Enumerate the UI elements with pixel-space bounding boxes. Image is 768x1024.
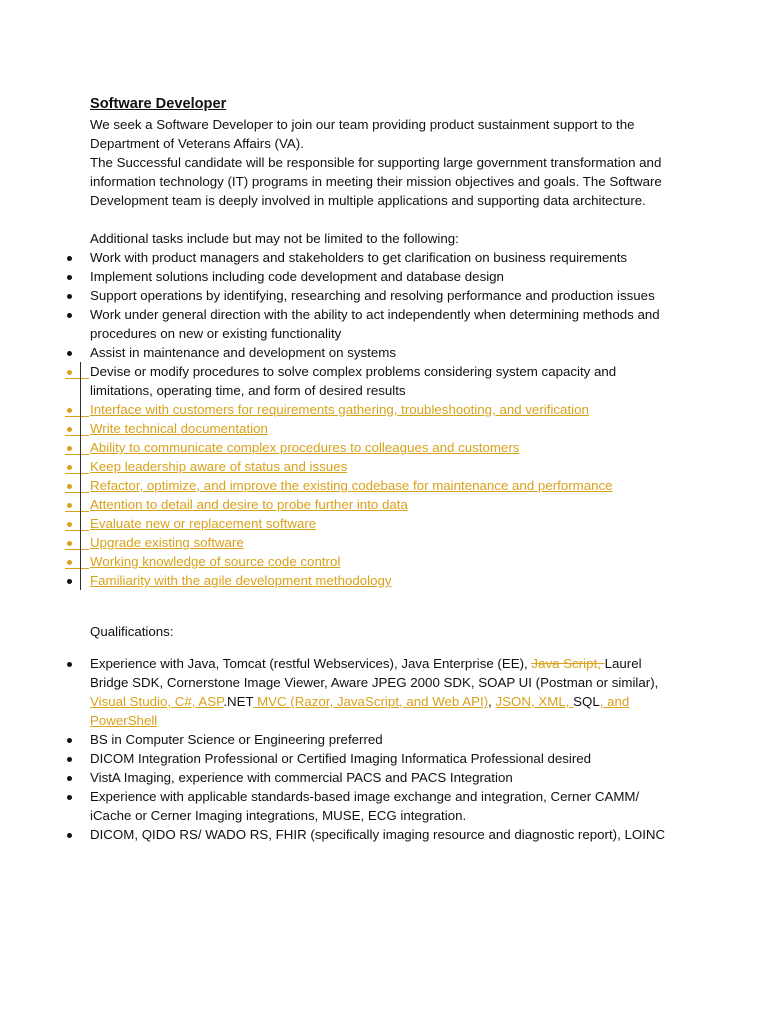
responsibility-paragraph: The Successful candidate will be responsible for supporting large government transformation and information technology (IT) programs in meeting their mission objectives and goals. The Software Development team is deeply involved in multiple applications and supporting data architecture.	[90, 155, 662, 208]
list-item	[0, 495, 680, 514]
inserted-text: Visual Studio, C#, ASP	[90, 694, 224, 709]
bullet-icon	[65, 749, 77, 768]
document-title: Software Developer	[90, 96, 227, 112]
list-item	[0, 730, 680, 749]
list-item	[0, 552, 680, 571]
change-bar	[80, 419, 81, 438]
list-item	[0, 305, 680, 343]
bullet-icon	[65, 787, 77, 806]
list-item-text: BS in Computer Science or Engineering preferred	[90, 732, 383, 747]
inserted-text: , and PowerShell	[90, 694, 630, 728]
list-item	[0, 362, 680, 400]
tasks-list	[0, 248, 768, 590]
qual-text: SQL	[573, 694, 600, 709]
list-item	[0, 400, 680, 419]
list-item-text: Attention to detail and desire to probe further into data	[90, 497, 408, 512]
change-bar	[80, 438, 81, 457]
list-item-text: Implement solutions including code development and database design	[90, 269, 504, 284]
list-item-text: Write technical documentation	[90, 421, 268, 436]
bullet-icon	[65, 343, 77, 362]
list-item	[0, 267, 680, 286]
change-bar	[80, 400, 81, 419]
qualifications-heading: Qualifications:	[90, 624, 174, 639]
change-bar	[80, 552, 81, 571]
bullet-icon	[65, 825, 77, 844]
list-item-text: DICOM, QIDO RS/ WADO RS, FHIR (specifically imaging resource and diagnostic report), LOINC	[90, 827, 666, 842]
list-item	[0, 457, 680, 476]
change-bar	[80, 457, 81, 476]
list-item	[0, 768, 680, 787]
bullet-icon	[65, 419, 77, 438]
list-item	[0, 787, 680, 825]
list-item-text	[90, 656, 658, 728]
list-item-text: DICOM Integration Professional or Certified Imaging Informatica Professional desired	[90, 751, 592, 766]
bullet-icon	[65, 286, 77, 305]
list-item	[0, 654, 680, 730]
qual-text: ,	[488, 694, 496, 709]
list-item-text: Familiarity with the agile development methodology	[90, 573, 392, 588]
list-item-text: VistA Imaging, experience with commercial PACS and PACS Integration	[90, 770, 513, 785]
bullet-icon	[65, 457, 77, 476]
bullet-icon	[65, 730, 77, 749]
list-item-text: Working knowledge of source code control	[90, 554, 341, 569]
list-item	[0, 343, 680, 362]
list-item	[0, 248, 680, 267]
qualifications-list	[0, 654, 768, 844]
bullet-icon	[65, 476, 77, 495]
list-item-text: Interface with customers for requirements gathering, troubleshooting, and verification	[90, 402, 589, 417]
change-bar	[80, 362, 81, 400]
qual-text: .NET	[223, 694, 254, 709]
list-item	[0, 571, 680, 590]
change-bar	[80, 495, 81, 514]
qual-text: Laurel Bridge SDK, Cornerstone Image Viewer, Aware JPEG 2000 SDK, SOAP UI (Postman or similar),	[90, 656, 659, 690]
list-item-text: Work with product managers and stakeholders to get clarification on business requirements	[90, 250, 628, 265]
list-item	[0, 514, 680, 533]
list-item	[0, 476, 680, 495]
list-item-text: Ability to communicate complex procedures to colleagues and customers	[90, 440, 520, 455]
change-bar	[80, 476, 81, 495]
list-item-text: Assist in maintenance and development on systems	[90, 345, 396, 360]
bullet-icon	[65, 400, 77, 419]
list-item-text: Work under general direction with the ability to act independently when determining methods and procedures on new or existing functionality	[90, 307, 660, 341]
change-bar	[80, 514, 81, 533]
intro-paragraph: We seek a Software Developer to join our team providing product sustainment support to the Department of Veterans Affairs (VA).	[90, 117, 635, 151]
list-item-text: Devise or modify procedures to solve complex problems considering system capacity and limitations, operating time, and form of desired results	[90, 364, 617, 398]
list-item	[0, 749, 680, 768]
list-item-text: Experience with applicable standards-based image exchange and integration, Cerner CAMM/ iCache or Cerner Imaging integrations, MUSE, ECG integration.	[90, 789, 640, 823]
list-item	[0, 419, 680, 438]
bullet-icon	[65, 533, 77, 552]
deleted-text: Java Script,	[531, 656, 605, 671]
additional-tasks-intro: Additional tasks include but may not be limited to the following:	[90, 231, 459, 246]
bullet-icon	[65, 438, 77, 457]
list-item-text: Support operations by identifying, researching and resolving performance and production issues	[90, 288, 655, 303]
qual-text: Experience with Java, Tomcat (restful Webservices), Java Enterprise (EE),	[90, 656, 532, 671]
bullet-icon	[65, 267, 77, 286]
bullet-icon	[65, 495, 77, 514]
list-item-text: Refactor, optimize, and improve the existing codebase for maintenance and performance	[90, 478, 613, 493]
list-item	[0, 286, 680, 305]
list-item	[0, 438, 680, 457]
list-item	[0, 533, 680, 552]
bullet-icon	[65, 362, 77, 381]
bullet-icon	[65, 305, 77, 324]
list-item-text: Evaluate new or replacement software	[90, 516, 317, 531]
bullet-icon	[65, 248, 77, 267]
bullet-icon	[65, 514, 77, 533]
list-item	[0, 825, 680, 844]
bullet-icon	[65, 768, 77, 787]
bullet-icon	[65, 571, 77, 590]
change-bar	[80, 533, 81, 552]
inserted-text: MVC (Razor, JavaScript, and Web API)	[253, 694, 489, 709]
bullet-icon	[65, 552, 77, 571]
bullet-icon	[65, 654, 77, 673]
inserted-text: JSON, XML,	[495, 694, 574, 709]
list-item-text: Keep leadership aware of status and issues	[90, 459, 348, 474]
change-bar	[80, 571, 81, 590]
list-item-text: Upgrade existing software	[90, 535, 244, 550]
